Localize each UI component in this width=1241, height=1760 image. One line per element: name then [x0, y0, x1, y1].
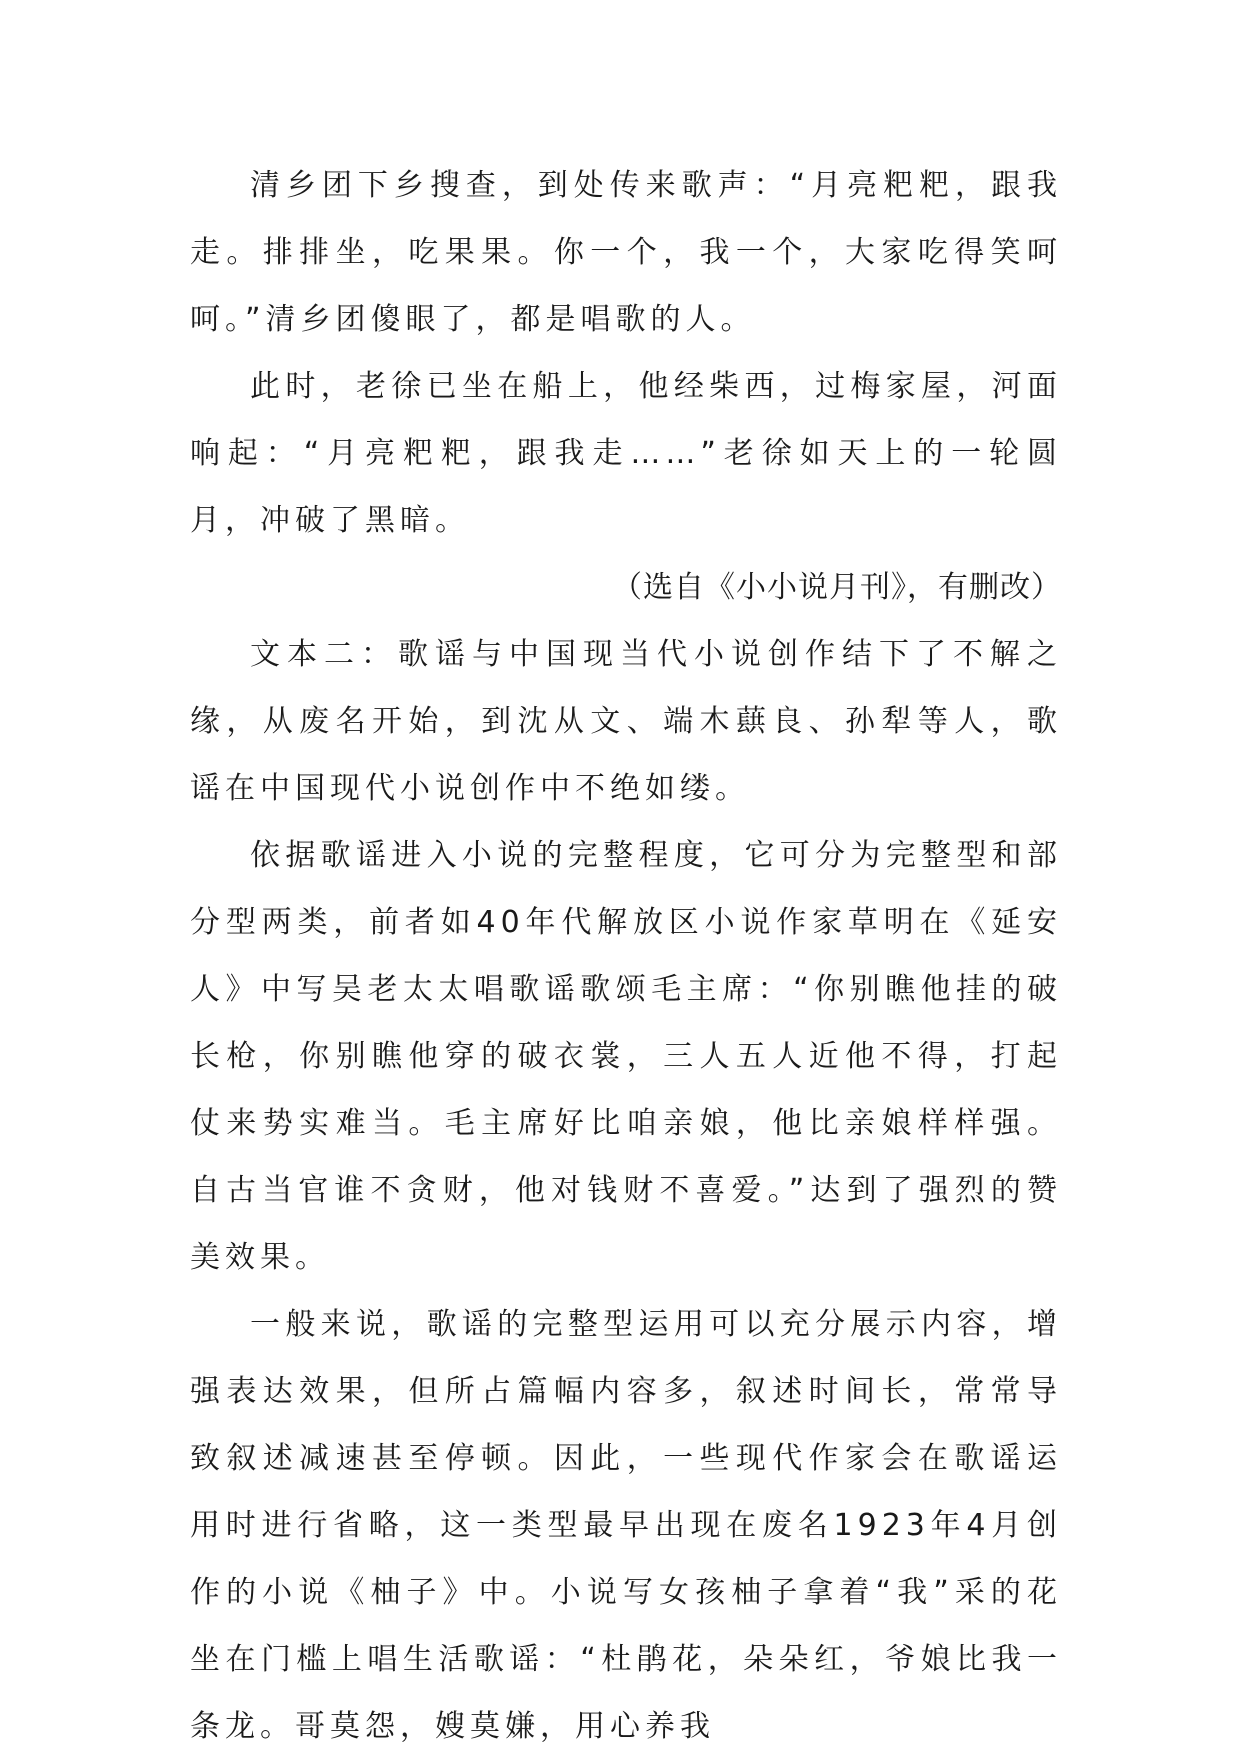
document-page	[190, 152, 1062, 1760]
paragraph-text-two-intro: 文本二：歌谣与中国现当代小说创作结下了不解之缘，从废名开始，到沈从文、端木蕻良、孙犁等人，歌谣在中国现代小说创作中不绝如缕。	[190, 637, 1062, 806]
paragraph-complete-type: 依据歌谣进入小说的完整程度，它可分为完整型和部分型两类，前者如40年代解放区小说作家草明在《延安人》中写吴老太太唱歌谣歌颂毛主席：“你别瞧他挂的破长枪，你别瞧他穿的破衣裳，三人五人近他不得，打起仗来势实难当。毛主席好比咱亲娘，他比亲娘样样强。自古当官谁不贪财，他对钱财不喜爱。”达到了强烈的赞美效果。	[190, 838, 1062, 1275]
paragraph-qingxiangtuan: 清乡团下乡搜查，到处传来歌声：“月亮粑粑，跟我走。排排坐，吃果果。你一个，我一个，大家吃得笑呵呵。”清乡团傻眼了，都是唱歌的人。	[190, 168, 1062, 337]
source-note: （选自《小小说月刊》，有删改）	[612, 570, 1062, 605]
paragraph-partial-type: 一般来说，歌谣的完整型运用可以充分展示内容，增强表达效果，但所占篇幅内容多，叙述时间长，常常导致叙述减速甚至停顿。因此，一些现代作家会在歌谣运用时进行省略，这一类型最早出现在废名1923年4月创作的小说《柚子》中。小说写女孩柚子拿着“我”采的花坐在门槛上唱生活歌谣：“杜鹃花，朵朵红，爷娘比我一条龙。哥莫怨，嫂莫嫌，用心养我	[190, 1307, 1062, 1744]
paragraph-laoxu-boat: 此时，老徐已坐在船上，他经柴西，过梅家屋，河面响起：“月亮粑粑，跟我走……”老徐如天上的一轮圆月，冲破了黑暗。	[190, 369, 1062, 538]
